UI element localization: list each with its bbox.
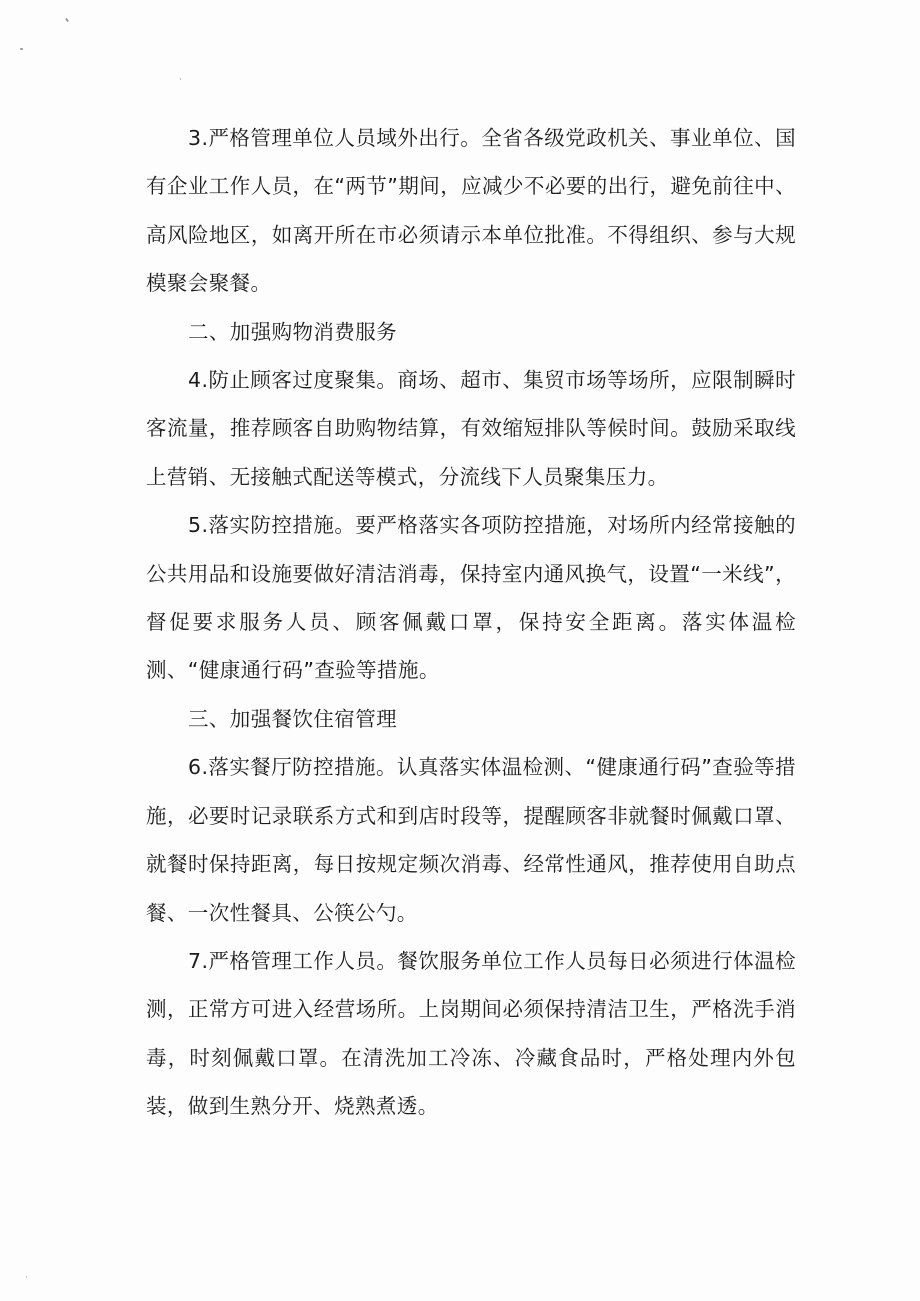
scan-speck [180,78,181,80]
section-heading-2: 二、加强购物消费服务 [188,319,397,344]
scan-speck [20,48,23,50]
paragraph-6: 6.落实餐厅防控措施。认真落实体温检测、“健康通行码”查验等措施，必要时记录联系方式和到店时段等，提醒顾客非就餐时佩戴口罩、就餐时保持距离，每日按规定频次消毒、经常性通风，推荐使用自助点餐、一次性餐具、公筷公勺。 [146,755,796,925]
section-heading-3: 三、加强餐饮住宿管理 [188,706,397,731]
paragraph-3: 3.严格管理单位人员域外出行。全省各级党政机关、事业单位、国有企业工作人员，在“两节”期间，应减少不必要的出行，避免前往中、高风险地区，如离开所在市必须请示本单位批准。不得组织、参与大规模聚会聚餐。 [146,126,796,296]
paragraph-7: 7.严格管理工作人员。餐饮服务单位工作人员每日必须进行体温检测，正常方可进入经营场所。上岗期间必须保持清洁卫生，严格洗手消毒，时刻佩戴口罩。在清洗加工冷冻、冷藏食品时，严格处理内外包装，做到生熟分开、烧熟煮透。 [146,948,796,1119]
paragraph-4: 4.防止顾客过度聚集。商场、超市、集贸市场等场所，应限制瞬时客流量，推荐顾客自助购物结算，有效缩短排队等候时间。鼓励采取线上营销、无接触式配送等模式，分流线下人员聚集压力。 [146,368,796,489]
scan-speck [26,1276,27,1278]
paragraph-5: 5.落实防控措施。要严格落实各项防控措施，对场所内经常接触的公共用品和设施要做好清洁消毒，保持室内通风换气，设置“一米线”，督促要求服务人员、顾客佩戴口罩，保持安全距离。落实体温检测、“健康通行码”查验等措施。 [146,513,796,683]
scan-speck [65,18,69,22]
document-body [146,114,796,1131]
